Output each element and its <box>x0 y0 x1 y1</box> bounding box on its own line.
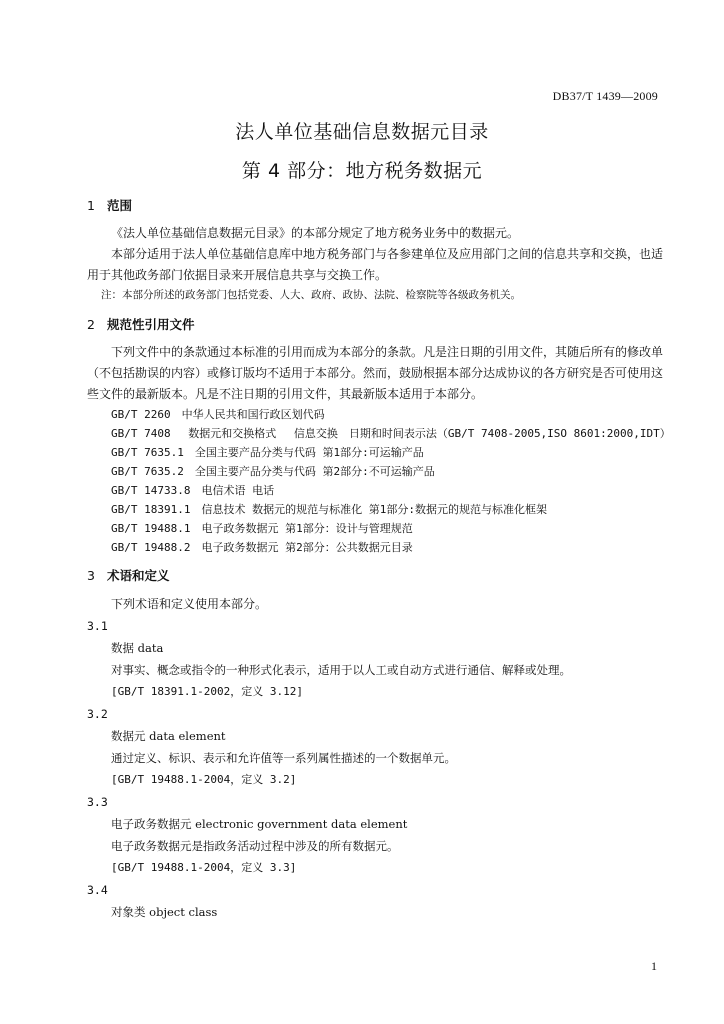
reference-item: GB/T 7408 数据元和交换格式 信息交换 日期和时间表示法（GB/T 7408-2005,ISO 8601:2000,IDT） <box>111 427 671 440</box>
term-number: 3.4 <box>87 883 108 897</box>
term-number: 3.3 <box>87 795 108 809</box>
note: 注：本部分所述的政务部门包括党委、人大、政府、政协、法院、检察院等各级政务机关。 <box>101 289 521 301</box>
document-title: 法人单位基础信息数据元目录 <box>235 121 489 143</box>
section-heading-normative-references <box>87 316 667 334</box>
reference-item: GB/T 2260 中华人民共和国行政区划代码 <box>111 408 325 421</box>
term-name: 数据元 data element <box>111 729 226 743</box>
section-title: 术语和定义 <box>107 568 170 583</box>
document-code: DB37/T 1439—2009 <box>552 89 658 103</box>
term-definition: 电子政务数据元是指政务活动过程中涉及的所有数据元。 <box>111 839 399 853</box>
term-name: 数据 data <box>111 641 164 655</box>
paragraph: 下列文件中的条款通过本标准的引用而成为本部分的条款。凡是注日期的引用文件，其随后所有的修改单（不包括勘误的内容）或修订版均不适用于本部分。然而，鼓励根据本部分达成协议的各方研究是否可使用这些文件的最新版本。凡是不注日期的引用文件，其最新版本适用于本部分。 <box>87 345 664 401</box>
section-title: 范围 <box>107 198 133 213</box>
reference-item: GB/T 7635.1 全国主要产品分类与代码 第1部分:可运输产品 <box>111 446 424 459</box>
section-number: 3 <box>87 568 95 583</box>
page-number: 1 <box>651 959 657 973</box>
document-body <box>87 197 671 923</box>
document-subtitle: 第 4 部分：地方税务数据元 <box>241 160 483 182</box>
term-source: [GB/T 18391.1-2002，定义 3.12] <box>111 685 303 698</box>
term-name: 电子政务数据元 electronic government data element <box>111 817 408 831</box>
reference-item: GB/T 19488.1 电子政务数据元 第1部分：设计与管理规范 <box>111 522 413 535</box>
term-definition: 通过定义、标识、表示和允许值等一系列属性描述的一个数据单元。 <box>111 751 456 765</box>
paragraph: 本部分适用于法人单位基础信息库中地方税务部门与各参建单位及应用部门之间的信息共享和交换，也适用于其他政务部门依据目录来开展信息共享与交换工作。 <box>87 247 664 282</box>
reference-item: GB/T 14733.8 电信术语 电话 <box>111 484 275 497</box>
reference-item: GB/T 7635.2 全国主要产品分类与代码 第2部分:不可运输产品 <box>111 465 435 478</box>
paragraph: 下列术语和定义使用本部分。 <box>111 597 268 611</box>
term-definition: 对事实、概念或指令的一种形式化表示，适用于以人工或自动方式进行通信、解释或处理。 <box>111 663 571 677</box>
paragraph: 《法人单位基础信息数据元目录》的本部分规定了地方税务业务中的数据元。 <box>111 226 520 240</box>
term-source: [GB/T 19488.1-2004，定义 3.3] <box>111 861 297 874</box>
section-number: 2 <box>87 317 95 332</box>
section-heading-scope <box>87 197 667 215</box>
section-title: 规范性引用文件 <box>107 317 195 332</box>
reference-item: GB/T 19488.2 电子政务数据元 第2部分：公共数据元目录 <box>111 541 413 554</box>
term-source: [GB/T 19488.1-2004，定义 3.2] <box>111 773 297 786</box>
section-number: 1 <box>87 198 95 213</box>
term-name: 对象类 object class <box>111 905 218 919</box>
reference-item: GB/T 18391.1 信息技术 数据元的规范与标准化 第1部分:数据元的规范与标准化框架 <box>111 503 547 516</box>
term-number: 3.1 <box>87 619 108 633</box>
section-heading-terms <box>87 567 667 585</box>
term-number: 3.2 <box>87 707 108 721</box>
